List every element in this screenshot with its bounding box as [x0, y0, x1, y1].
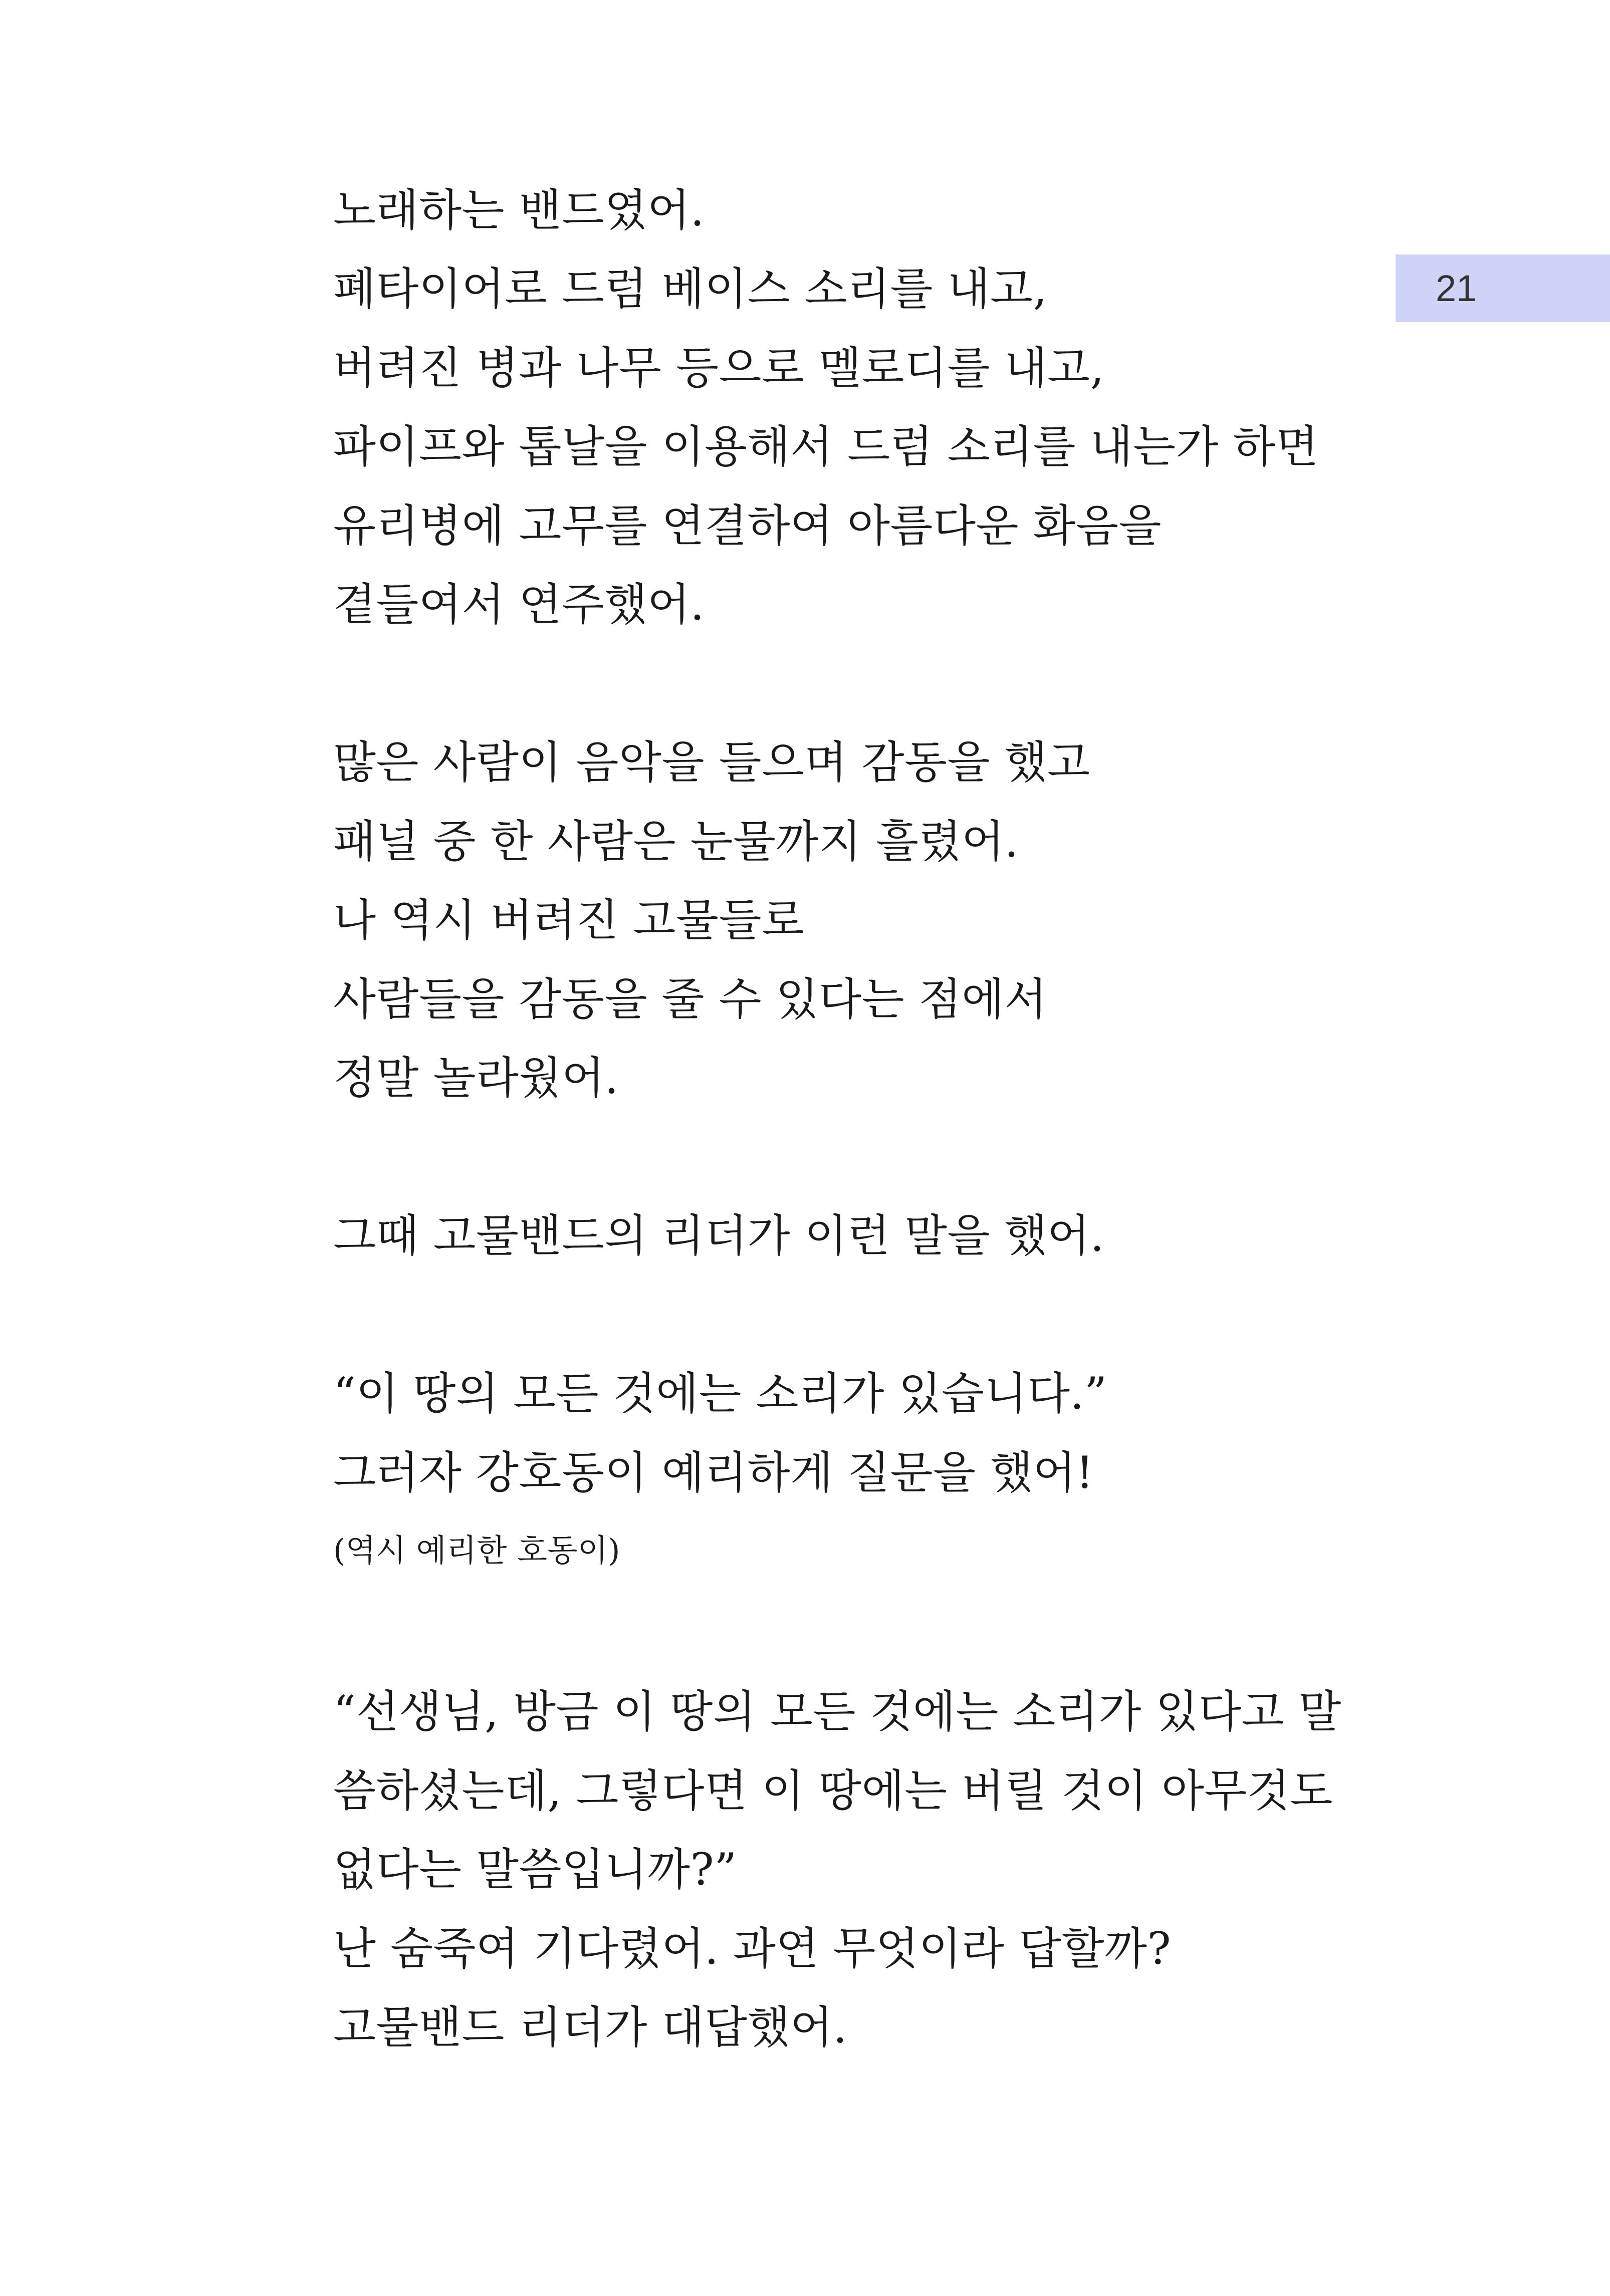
text-line: “이 땅의 모든 것에는 소리가 있습니다.” [333, 1368, 1107, 1419]
text-line: 패널 중 한 사람은 눈물까지 흘렸어. [333, 816, 1019, 867]
text-line: 사람들을 감동을 줄 수 있다는 점에서 [333, 973, 1047, 1025]
text-line: 그때 고물밴드의 리더가 이런 말을 했어. [333, 1210, 1104, 1261]
text-line-aside: (역시 예리한 호동이) [333, 1532, 620, 1569]
text-line: 정말 놀라웠어. [333, 1052, 619, 1104]
text-line: 난 숨죽여 기다렸어. 과연 무엇이라 답할까? [333, 1923, 1172, 1974]
text-line: “선생님, 방금 이 땅의 모든 것에는 소리가 있다고 말 [333, 1686, 1341, 1737]
text-line: 그러자 강호동이 예리하게 질문을 했어! [333, 1447, 1094, 1498]
text-line: 파이프와 톱날을 이용해서 드럼 소리를 내는가 하면 [333, 421, 1319, 472]
text-line: 유리병에 고무를 연결하여 아름다운 화음을 [333, 500, 1162, 552]
text-line: 버려진 병과 나무 등으로 멜로디를 내고, [333, 342, 1104, 394]
text-line: 곁들여서 연주했어. [333, 579, 705, 630]
text-line: 씀하셨는데, 그렇다면 이 땅에는 버릴 것이 아무것도 [333, 1765, 1333, 1817]
text-line: 없다는 말씀입니까?” [333, 1844, 737, 1895]
text-line: 나 역시 버려진 고물들로 [333, 894, 805, 946]
text-line: 많은 사람이 음악을 들으며 감동을 했고 [333, 736, 1090, 788]
page-number: 21 [1436, 268, 1477, 309]
text-line: 노래하는 밴드였어. [333, 184, 705, 236]
text-line: 고물밴드 리더가 대답했어. [333, 2001, 848, 2053]
text-line: 폐타이어로 드럼 베이스 소리를 내고, [333, 263, 1047, 315]
page-number-tab [1396, 254, 1610, 322]
